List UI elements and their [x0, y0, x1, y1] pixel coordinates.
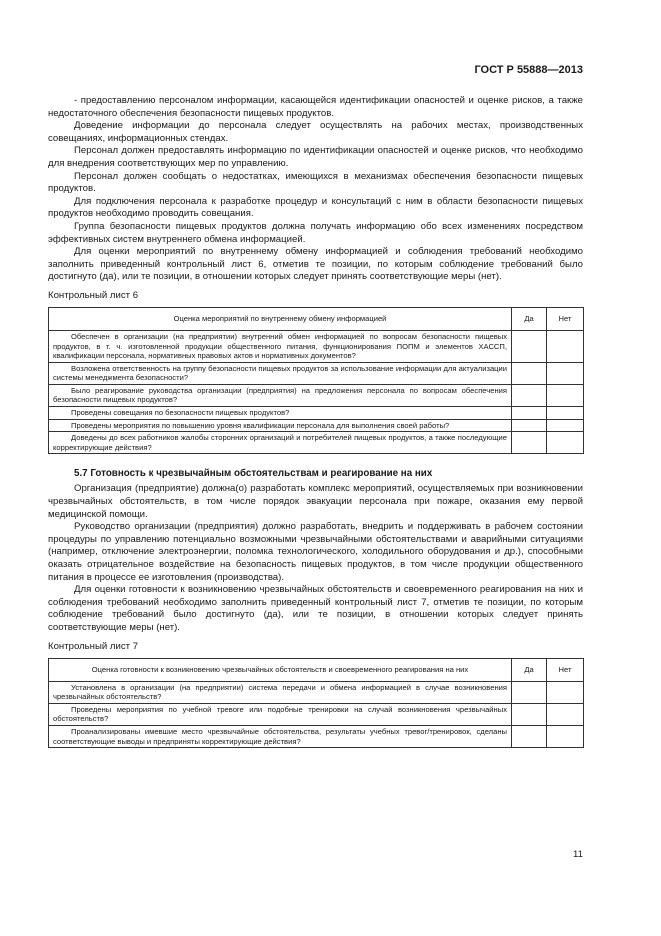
yes-checkbox-cell[interactable] [512, 419, 547, 432]
criterion-text: Доведены до всех работников жалобы сторонних организаций и потребителей пищевых продуктов, а также последующие корректирующие действия? [49, 432, 512, 454]
checklist-6-caption: Контрольный лист 6 [48, 289, 139, 301]
table-row [49, 432, 584, 454]
criterion-text: Было реагирование руководства организации (предприятия) на предложения персонала по вопросам обеспечения безопасности пищевых продуктов? [49, 384, 512, 406]
checklist-6-table [48, 307, 584, 455]
yes-checkbox-cell[interactable] [512, 362, 547, 384]
table-row [49, 419, 584, 432]
criteria-column-header: Оценка готовности к возникновению чрезвычайных обстоятельств и своевременного реагирования на них [49, 658, 512, 681]
section-paragraphs [48, 483, 583, 634]
section-heading: 5.7 Готовность к чрезвычайным обстоятельствам и реагирование на них [74, 468, 433, 480]
table-row [49, 362, 584, 384]
table-header-row [49, 658, 584, 681]
document-header: ГОСТ Р 55888—2013 [474, 64, 583, 76]
table-row [49, 384, 584, 406]
paragraph: Персонал должен сообщать о недостатках, имеющихся в механизмах обеспечения безопасности пищевых продуктов. [48, 170, 583, 195]
table-row [49, 703, 584, 725]
intro-paragraphs [48, 95, 583, 284]
paragraph: Персонал должен предоставлять информацию по идентификации опасностей и оценке рисков, что необходимо для внедрения соответствующих мер по управлению. [48, 145, 583, 169]
yes-checkbox-cell[interactable] [512, 407, 547, 420]
criterion-text: Проведены мероприятия по учебной тревоге или подобные тренировки на случай возникновения чрезвычайных обстоятельств? [49, 703, 512, 725]
page-number: 11 [573, 849, 583, 860]
paragraph: Для оценки мероприятий по внутреннему обмену информацией и соблюдения требований необходимо заполнить приведенный контрольный лист 6, отметив те позиции, по которым соблюдение требований было достигнуто (да), или те позиции, в отношении которых следует принять соответствующие меры (нет). [48, 246, 583, 283]
yes-checkbox-cell[interactable] [512, 384, 547, 406]
criterion-text: Возложена ответственность на группу безопасности пищевых продуктов за использование информации для актуализации системы менеджмента безопасности? [49, 362, 512, 384]
no-checkbox-cell[interactable] [547, 681, 584, 703]
criterion-text: Обеспечен в организации (на предприятии) внутренний обмен информацией по вопросам безопасности пищевых продуктов, в т. ч. изготовленной продукции общественного питания, функционирования ПОПМ и элементов ХАССП, квалификации персонала, нормативных правовых актов и нормативных документов? [49, 330, 512, 362]
paragraph: - предоставлению персоналом информации, касающейся идентификации опасностей и оценке рисков, а также недостаточного обеспечения безопасности пищевых продуктов. [48, 95, 583, 119]
yes-checkbox-cell[interactable] [512, 703, 547, 725]
criterion-text: Проведены мероприятия по повышению уровня квалификации персонала для выполнения своей работы? [49, 419, 512, 432]
criterion-text: Установлена в организации (на предприятии) система передачи и обмена информацией в случае возникновения чрезвычайных обстоятельств? [49, 681, 512, 703]
table-row [49, 330, 584, 362]
no-checkbox-cell[interactable] [547, 419, 584, 432]
no-checkbox-cell[interactable] [547, 384, 584, 406]
no-checkbox-cell[interactable] [547, 407, 584, 420]
no-checkbox-cell[interactable] [547, 362, 584, 384]
paragraph: Руководство организации (предприятия) должно разработать, внедрить и поддерживать в рабочем состоянии процедуры по управлению потенциально возможными чрезвычайными обстоятельствами и аварийными ситуациями (например, отключение электроэнергии, поломка технологического, холодильного оборудования и др.), способными оказать отрицательное воздействие на безопасность пищевых продуктов, в том числе продукции общественного питания в процессе ее изготовления (производства). [48, 521, 583, 583]
paragraph: Группа безопасности пищевых продуктов должна получать информацию обо всех изменениях посредством эффективных систем внутреннего обмена информацией. [48, 220, 583, 245]
no-checkbox-cell[interactable] [547, 703, 584, 725]
paragraph: Доведение информации до персонала следует осуществлять на рабочих местах, производственных совещаниях, информационных стендах. [48, 120, 583, 144]
table-row [49, 407, 584, 420]
yes-column-header: Да [512, 658, 547, 681]
paragraph: Для подключения персонала к разработке процедур и консультаций с ним в области безопасности пищевых продуктов необходимо проводить совещания. [48, 195, 583, 220]
table-row [49, 681, 584, 703]
checklist-7-caption: Контрольный лист 7 [48, 640, 139, 652]
yes-checkbox-cell[interactable] [512, 432, 547, 454]
yes-checkbox-cell[interactable] [512, 725, 547, 747]
no-checkbox-cell[interactable] [547, 725, 584, 747]
paragraph: Для оценки готовности к возникновению чрезвычайных обстоятельств и своевременного реагирования на них и соблюдения требований необходимо заполнить приведенный контрольный лист 7, отметив те позиции, по которым соблюдение требований было достигнуто (да), или те позиции, в отношении которых следует принять соответствующие меры (нет). [48, 584, 583, 633]
yes-checkbox-cell[interactable] [512, 681, 547, 703]
paragraph: Организация (предприятие) должна(о) разработать комплекс мероприятий, осуществляемых при возникновении чрезвычайных обстоятельств, в том числе порядок эвакуации персонала при пожаре, оказания ему первой медицинской помощи. [48, 483, 583, 520]
page-content [48, 95, 583, 748]
table-header-row [49, 307, 584, 330]
no-column-header: Нет [547, 658, 584, 681]
no-checkbox-cell[interactable] [547, 432, 584, 454]
criterion-text: Проанализированы имевшие место чрезвычайные обстоятельства, результаты учебных тревог/тренировок, сделаны соответствующие выводы и предприняты корректирующие действия? [49, 725, 512, 747]
checklist-7-table [48, 658, 584, 749]
criterion-text: Проведены совещания по безопасности пищевых продуктов? [49, 407, 512, 420]
table-row [49, 725, 584, 747]
no-checkbox-cell[interactable] [547, 330, 584, 362]
yes-column-header: Да [512, 307, 547, 330]
yes-checkbox-cell[interactable] [512, 330, 547, 362]
criteria-column-header: Оценка мероприятий по внутреннему обмену информацией [49, 307, 512, 330]
no-column-header: Нет [547, 307, 584, 330]
